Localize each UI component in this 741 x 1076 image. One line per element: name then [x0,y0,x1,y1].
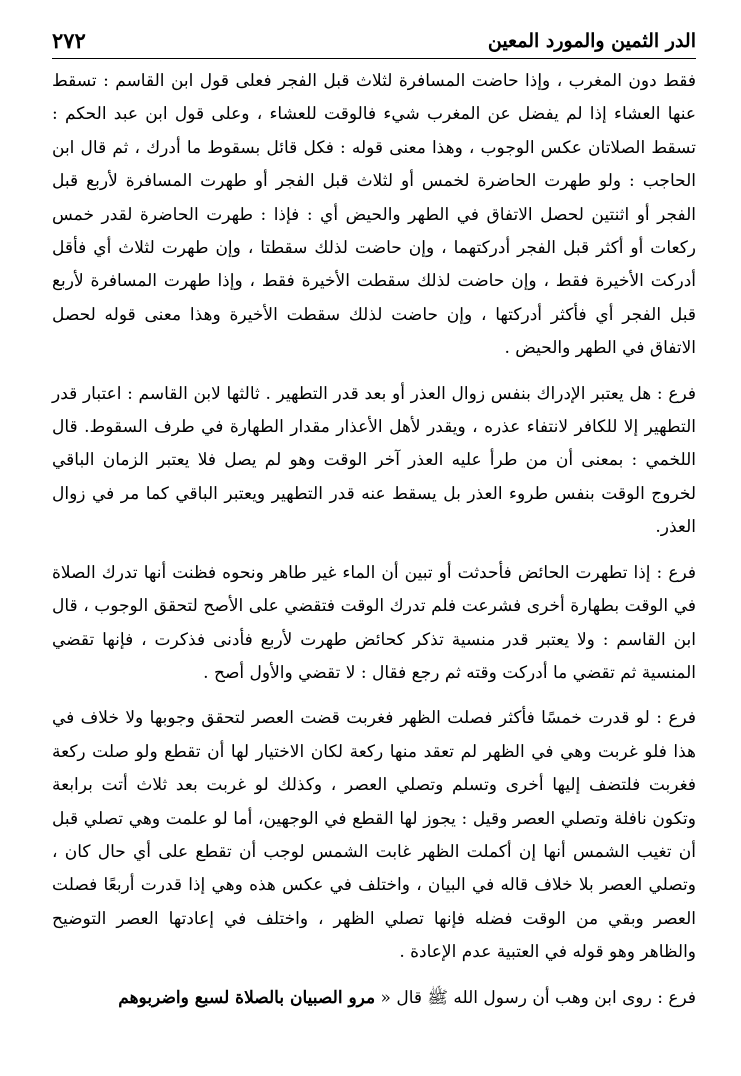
page-body [52,65,696,1015]
page-header [52,26,696,59]
paragraph-branch-purification: فرع : هل يعتبر الإدراك بنفس زوال العذر أو بعد قدر التطهير . ثالثها لابن القاسم : اعتبار قدر التطهير إلا للكافر لانتفاء عذره ، ويقدر لأهل الأعذار مقدار الطهارة في طرف السقوط. قال اللخمي : بمعنى أن من طرأ عليه العذر آخر الوقت وهو لم يصل فلا يعتبر الزمان الباقي لخروج الوقت بنفس طروء العذر بل يسقط عنه قدر التطهير ويعتبر الباقي كما مر في زوال العذر. [52,383,696,538]
running-title: الدر الثمين والمورد المعين [487,30,696,52]
hadith-intro: فرع : روى ابن وهب أن رسول الله ﷺ قال « [375,987,696,1008]
book-page [52,26,696,1056]
paragraph-branch-hadith [52,982,696,1015]
paragraph-women-prayer-times: فقط دون المغرب ، وإذا حاضت المسافرة لثلاث قبل الفجر فعلى قول ابن القاسم : تسقط عنها العشاء إذا لم يفضل عن المغرب شيء فالوقت للعشاء ، وعلى قول ابن عبد الحكم : تسقط الصلاتان عكس الوجوب ، وهذا معنى قوله : فكل قائل بسقوط ما أدرك ، ثم قال ابن الحاجب : ولو طهرت الحاضرة لخمس أو لثلاث قبل الفجر أو طهرت المسافرة لأربع قبل الفجر أو اثنتين لحصل الاتفاق في الطهر والحيض أي : فإذا : طهرت الحاضرة لقدر خمس ركعات أو أكثر قبل الفجر أدركتهما ، وإن حاضت لذلك سقطتا ، وإن طهرت لثلاث أي فأقل أدركت الأخيرة فقط ، وإن حاضت لذلك سقطت الأخيرة فقط ، وإذا طهرت المسافرة لأربع قبل الفجر أي فأكثر أدركتها ، وإن حاضت لذلك سقطت الأخيرة وهذا معنى قوله لحصل الاتفاق في الطهر والحيض . [52,71,696,359]
hadith-quote: مرو الصبيان بالصلاة لسبع واضربوهم [118,987,376,1008]
paragraph-branch-sunset: فرع : لو قدرت خمسًا فأكثر فصلت الظهر فغربت قضت العصر لتحقق وجوبها ولا خلاف في هذا فلو غربت وهي في الظهر لم تعقد منها ركعة لكان الاختيار لها أن تقطع ولو صلت ركعة فغربت فلتضف إليها أخرى وتسلم وتصلي العصر ، وكذلك لو غربت بعد ثلاث أتت برابعة وتكون نافلة وتصلي العصر وقيل : يجوز لها القطع في الوجهين، أما لو علمت وهي تصلي قبل أن تغيب الشمس أنها إن أكملت الظهر غابت الشمس لوجب أن تقطع على أي حال كان ، وتصلي العصر بلا خلاف قاله في البيان ، واختلف في عكس هذه وهي إذا قدرت أربعًا فصلت العصر وبقي من الوقت فضله فإنها تصلي الظهر ، واختلف في إعادتها العصر التوضيح والظاهر وهو قوله في العتبية عدم الإعادة . [52,708,696,963]
paragraph-branch-menstruant: فرع : إذا تطهرت الحائض فأحدثت أو تبين أن الماء غير طاهر ونحوه فظنت أنها تدرك الصلاة في الوقت بطهارة أخرى فشرعت فلم تدرك الوقت فتقضي على الأصح لتحقق الوجوب ، قال ابن القاسم : ولا يعتبر قدر منسية تذكر كحائض طهرت لأربع فأدنى فذكرت ، فإنها تقضي المنسية ثم تقضي ما أدركت وقته ثم رجع فقال : لا تقضي والأول أصح . [52,562,696,683]
page-number: ٢٧٢ [52,28,86,53]
